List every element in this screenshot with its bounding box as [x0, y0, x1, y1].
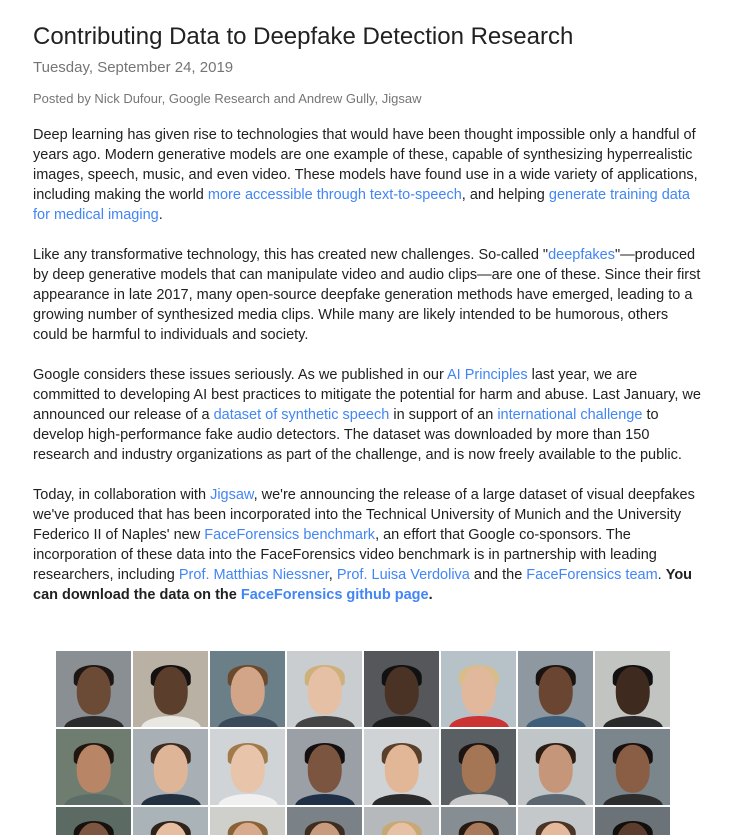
face-tile [210, 651, 285, 727]
text: Deep learning has given rise to technologies that would have been thought impossible only a handful of years ago. Modern generative models are one example of these, capable of synthesizing hyperrealistic images, speech, music, and even video. These models have found use in a wide variety of applications, including making the world [33, 127, 698, 203]
text: . [657, 567, 666, 583]
paragraph-2 [33, 245, 703, 345]
face-tile [133, 651, 208, 727]
face-tile [56, 651, 131, 727]
paragraph-4 [33, 485, 703, 605]
link-matthias-niessner[interactable]: Prof. Matthias Niessner [178, 567, 329, 583]
face-tile [595, 651, 670, 727]
face-tile [364, 651, 439, 727]
face-tile [287, 807, 362, 835]
face-tile [441, 729, 516, 805]
text: to develop high-performance fake audio detectors. The dataset was downloaded by more than 150 research and industry organizations as part of the challenge, and is now freely available to the public. [33, 407, 682, 463]
link-medical-imaging[interactable]: generate training data for medical imaging [33, 187, 690, 223]
text: , an effort that Google co-sponsors. The incorporation of these data into the FaceForensics video benchmark is in partnership with leading researchers, including [33, 527, 657, 583]
link-faceforensics-github[interactable]: FaceForensics github page [240, 587, 429, 603]
face-tile [364, 729, 439, 805]
link-ai-principles[interactable]: AI Principles [447, 367, 528, 383]
link-faceforensics-team[interactable]: FaceForensics team [526, 567, 658, 583]
text: and the [469, 567, 527, 583]
text: . [428, 587, 433, 603]
text: . [158, 207, 163, 223]
paragraph-3 [33, 365, 703, 465]
link-deepfakes[interactable]: deepfakes [548, 247, 615, 263]
face-tile [441, 651, 516, 727]
link-jigsaw[interactable]: Jigsaw [210, 487, 254, 503]
face-tile [518, 807, 593, 835]
link-faceforensics-benchmark[interactable]: FaceForensics benchmark [204, 527, 376, 543]
face-tile [287, 651, 362, 727]
post-byline: Posted by Nick Dufour, Google Research and Andrew Gully, Jigsaw [33, 91, 422, 106]
text: Google considers these issues seriously. As we published in our [33, 367, 448, 383]
text: Like any transformative technology, this has created new challenges. So-called " [33, 247, 549, 263]
post-title: Contributing Data to Deepfake Detection Research [33, 23, 574, 50]
link-luisa-verdoliva[interactable]: Prof. Luisa Verdoliva [336, 567, 470, 583]
blog-post [33, 22, 703, 605]
paragraph-1 [33, 125, 703, 225]
face-tile [56, 729, 131, 805]
text: last year, we are committed to developing AI best practices to mitigate the potential for harm and abuse. Last January, we announced our release of a [33, 367, 701, 423]
face-tile [133, 729, 208, 805]
post-date: Tuesday, September 24, 2019 [33, 59, 234, 76]
deepfake-faces-image [56, 651, 670, 835]
text: Today, in collaboration with [33, 487, 211, 503]
text: , we're announcing the release of a large dataset of visual deepfakes we've produced that has been incorporated into the Technical University of Munich and the University Federico II of Naples' new [33, 487, 695, 543]
link-text-to-speech[interactable]: more accessible through text-to-speech [207, 187, 462, 203]
link-international-challenge[interactable]: international challenge [497, 407, 643, 423]
text: in support of an [389, 407, 498, 423]
face-tile [595, 729, 670, 805]
face-tile [518, 651, 593, 727]
link-synthetic-speech-dataset[interactable]: dataset of synthetic speech [213, 407, 390, 423]
text: , and helping [461, 187, 549, 203]
text: You can download the data on the [33, 567, 693, 603]
face-tile [133, 807, 208, 835]
face-tile [210, 729, 285, 805]
face-tile [210, 807, 285, 835]
face-tile [441, 807, 516, 835]
face-tile [287, 729, 362, 805]
face-tile [518, 729, 593, 805]
face-tile [56, 807, 131, 835]
face-tile [364, 807, 439, 835]
face-tile [595, 807, 670, 835]
text: "—produced by deep generative models that can manipulate video and audio clips—are one of these. Since their first appearance in late 2017, many open-source deepfake generation methods have emerged, leading to a growing number of synthesized media clips. While many are likely intended to be humorous, others could be harmful to individuals and society. [33, 247, 701, 343]
text: , [328, 567, 337, 583]
